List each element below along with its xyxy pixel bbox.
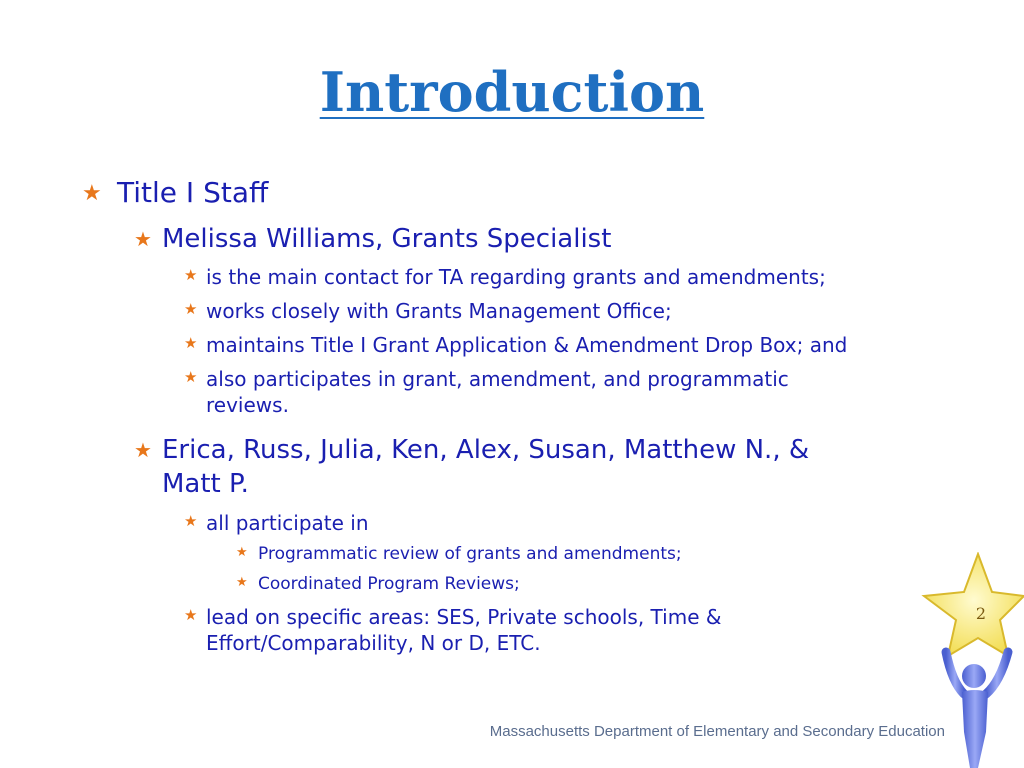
bullet-maintains: maintains Title I Grant Application & Amendment Drop Box; and: [206, 333, 848, 357]
star-icon: ★: [82, 180, 102, 205]
star-icon: ★: [184, 608, 198, 624]
star-icon: ★: [134, 440, 152, 462]
star-icon: ★: [184, 514, 198, 530]
bullet-works-closely: works closely with Grants Management Office;: [206, 299, 672, 323]
star-icon: ★: [134, 229, 152, 251]
star-icon: ★: [236, 574, 248, 589]
bullet-coordinated-reviews: Coordinated Program Reviews;: [258, 574, 520, 594]
bullet-line: also participates in grant, amendment, and programmatic: [206, 367, 789, 391]
slide-title: Introduction: [319, 60, 705, 124]
bullet-line: reviews.: [206, 393, 289, 417]
bullet-line: Matt P.: [162, 469, 249, 499]
bullet-also-participates: [206, 366, 789, 418]
bullet-erica-russ: [162, 433, 809, 501]
bullet-line: lead on specific areas: SES, Private schools, Time &: [206, 605, 722, 629]
slide-number: 2: [975, 604, 987, 623]
star-icon: ★: [184, 336, 198, 352]
star-icon: ★: [236, 544, 248, 559]
bullet-melissa: Melissa Williams, Grants Specialist: [162, 224, 612, 254]
star-icon: ★: [184, 268, 198, 284]
bullet-line: Effort/Comparability, N or D, ETC.: [206, 631, 541, 655]
bullet-title-i-staff: Title I Staff: [117, 176, 269, 209]
bullet-all-participate: all participate in: [206, 511, 369, 535]
bullet-lead-on-areas: [206, 604, 721, 656]
star-icon: ★: [184, 302, 198, 318]
bullet-line: Erica, Russ, Julia, Ken, Alex, Susan, Matthew N., &: [162, 435, 810, 465]
bullet-programmatic-review: Programmatic review of grants and amendments;: [258, 544, 682, 564]
star-icon: ★: [184, 370, 198, 386]
footer: Massachusetts Department of Elementary and Secondary Education: [489, 723, 945, 740]
bullet-main-contact: is the main contact for TA regarding grants and amendments;: [206, 265, 826, 289]
